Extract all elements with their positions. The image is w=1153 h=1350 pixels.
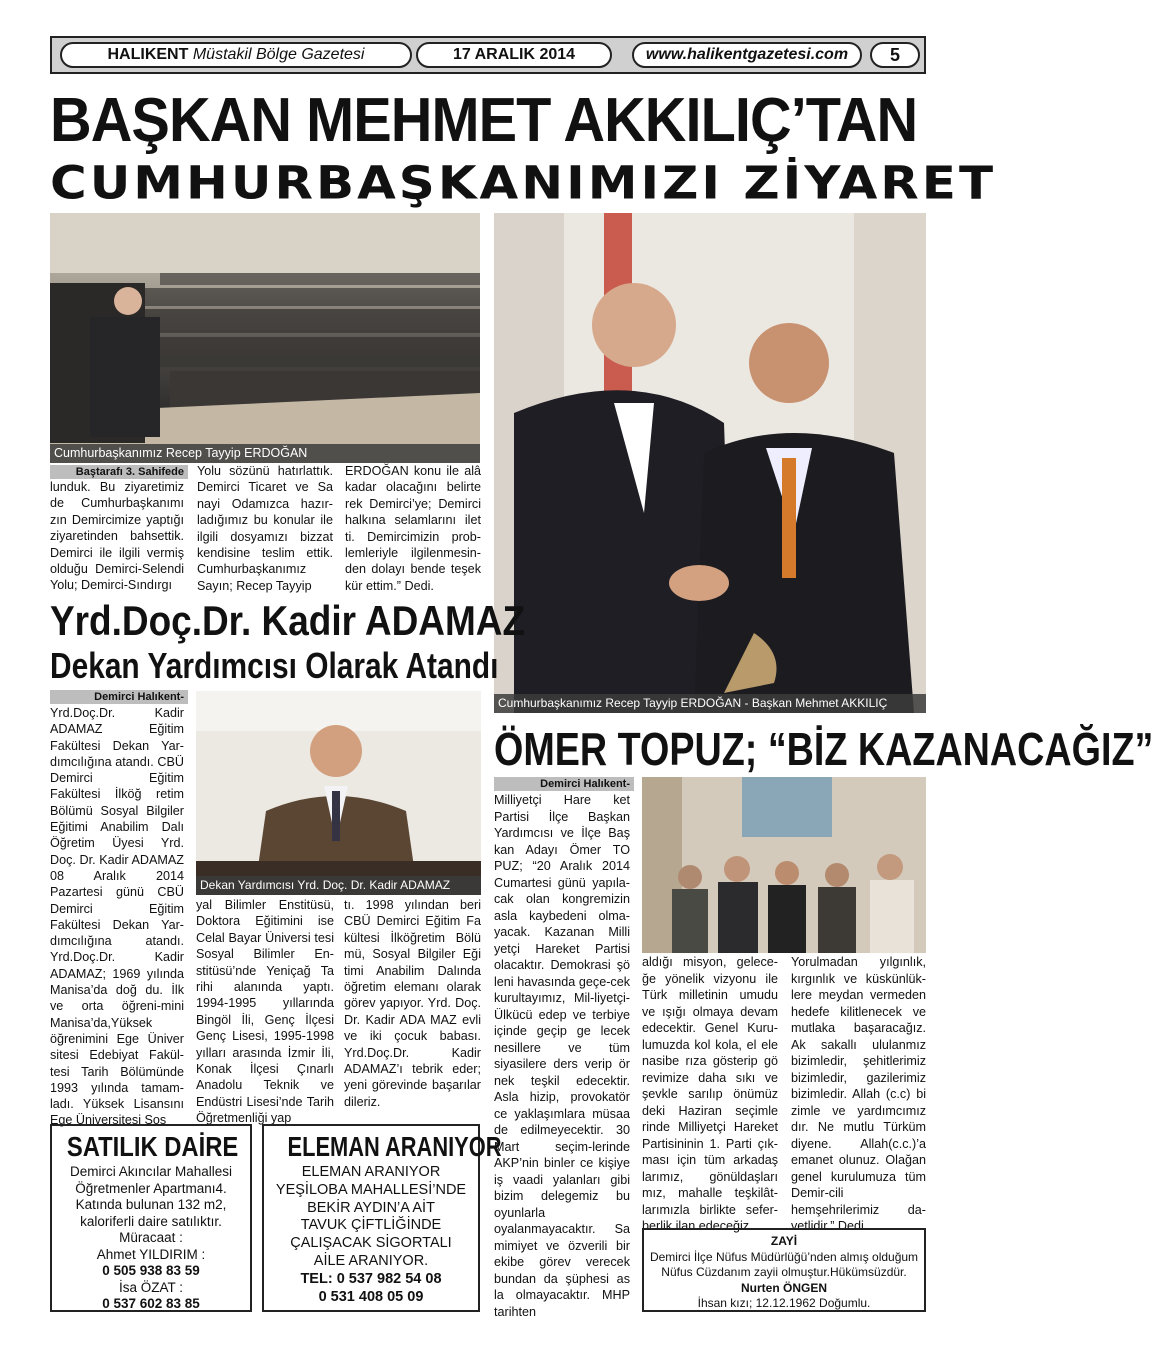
continued-tag: Baştarafı 3. Sahifede bbox=[50, 465, 188, 479]
assembly-photo-caption: Cumhurbaşkanımız Recep Tayyip ERDOĞAN bbox=[50, 444, 480, 463]
adamaz-headline: Yrd.Doç.Dr. Kadir ADAMAZ bbox=[50, 597, 526, 644]
paper-name: HALIKENT bbox=[107, 46, 189, 63]
ad-eleman-araniyor bbox=[262, 1124, 502, 1312]
adamaz-source-tag: Demirci Halıkent- bbox=[50, 690, 188, 704]
adamaz-photo bbox=[196, 691, 481, 895]
ad-zayi-name: Nurten ÖNGEN bbox=[740, 1280, 827, 1295]
website-link[interactable]: www.halikentgazetesi.com bbox=[632, 42, 862, 68]
topuz-col-3: Yorulmadan yılgınlık, kırgınlık ve küskünlük-lere meydan vermeden hedefe kilitlenecek ve mutlaka başaracağız. Ak sakallı ululanmız bizimledir, şehitlerimiz bizimledir, gazilerimiz bizimledir. Allah (c.c) bi zimle ve yardımcımız dır. Ne mutlu Türküm diyene. Allah(c.c.)’a emanet olunuz. Olağan genel kurulumuza tüm Demir-cili hemşehrilerimiz da-vetlidir.” Dedi. bbox=[791, 955, 926, 1233]
assembly-photo-graphic bbox=[50, 213, 480, 463]
adamaz-photo-caption: Dekan Yardımcısı Yrd. Doç. Dr. Kadir ADAMAZ bbox=[196, 876, 481, 895]
topuz-col-2: aldığı misyon, gelece-ğe yönelik vizyonu ile Türk milletinin umudu ve ışığı olmaya devam edecektir. Genel Kuru-lumuzda kol kola, el ele nasibe rıza gösterip gö revimize daha sıkı ve şevkle sarılıp önümüz deki Haziran seçimle rinde Milliyetçi Hareket Partisininin 1. Parti çık-ması için tüm arkadaş larımız, gönüldaşları mız, mahalle teşkilât-larımızla birlikte sefer-berlik ilan edeceğiz. bbox=[642, 955, 778, 1233]
ad-satilik-line: İsa ÖZAT : bbox=[118, 1279, 183, 1295]
main-story-col-1: lunduk. Bu ziyaretimiz de Cumhurbaşkanımı zın Demircimize yaptığı ziyaretinden bahsettik. Demirci ile ilgili vermiş olduğu Demirci-Selendi Yolu; Demirci-Sındırgı bbox=[50, 480, 184, 593]
main-story-col-3: ERDOĞAN konu ile alâ kadar olacağını belirte rek Demirci’ye; Demirci halkına selamlarını ilet ti. Demircimizin prob-lemleriyle ilgilenmesin-den dolayı bende teşek kür ettim.” Dedi. bbox=[345, 464, 481, 593]
ad-satilik-line: kaloriferli daire satılıktır. bbox=[80, 1213, 222, 1229]
ad-eleman-phone: TEL: 0 537 982 54 08 bbox=[300, 1270, 442, 1287]
ad-eleman-title: ELEMAN ARANIYOR bbox=[287, 1131, 502, 1162]
ad-satilik-phone: 0 505 938 83 59 bbox=[102, 1263, 200, 1278]
ad-eleman-line: TAVUK ÇİFTLİĞİNDE bbox=[300, 1217, 442, 1234]
topuz-photo bbox=[642, 777, 926, 953]
handshake-photo-caption: Cumhurbaşkanımız Recep Tayyip ERDOĞAN - Başkan Mehmet AKKILIÇ bbox=[494, 694, 926, 713]
ad-zayi bbox=[642, 1228, 926, 1312]
ad-satilik-line: Demirci Akıncılar Mahallesi bbox=[69, 1164, 233, 1179]
ad-satilik-line: Müracaat : bbox=[119, 1230, 183, 1245]
adamaz-subheadline: Dekan Yardımcısı Olarak Atandı bbox=[50, 645, 499, 686]
ad-eleman-line: YEŞİLOBA MAHALLESİ’NDE bbox=[275, 1181, 467, 1198]
adamaz-col-2: yal Bilimler Enstitüsü, Doktora Eğitimini ise Celal Bayar Üniversi tesi Sosyal Bilimler En-stitüsü’nde Yeniçağ Ta rihi alanında yaptı. 1994-1995 yıllarında Bingöl İli, Genç İlçesi Genç Lisesi, 1995-1998 yılları arasında İzmir İli, Konak İlçesi Çınarlı Anadolu Teknik ve Endüstri Lisesi’nde Tarih Öğretmenliği yap bbox=[196, 898, 334, 1126]
main-subheadline: CUMHURBAŞKANIMIZI ZİYARET bbox=[50, 157, 997, 210]
ad-eleman-phone: 0 531 408 05 09 bbox=[318, 1288, 424, 1305]
paper-name-pill bbox=[60, 42, 412, 68]
paper-subtitle: Müstakil Bölge Gazetesi bbox=[192, 46, 365, 63]
ad-eleman-line: ÇALIŞACAK SİGORTALI bbox=[290, 1235, 452, 1252]
ad-satilik-line: Öğretmenler Apartmanı4. bbox=[75, 1180, 227, 1196]
masthead-bar bbox=[50, 36, 926, 74]
page-number: 5 bbox=[870, 42, 920, 68]
ad-zayi-title: ZAYİ bbox=[770, 1234, 798, 1248]
ad-satilik-line: Katında bulunan 132 m2, bbox=[75, 1197, 227, 1212]
main-headline: BAŞKAN MEHMET AKKILIÇ’TAN bbox=[50, 86, 918, 155]
main-story-col-2: Yolu sözünü hatırlattık. Demirci Ticaret ve Sa nayi Odamızca hazır-ladığımız bu konular ile ilgili dosyamızı bizzat kendisine teslim ettik. Cumhurbaşkanımız Sayın; Recep Tayyip bbox=[197, 464, 333, 593]
ad-satilik-line: Ahmet YILDIRIM : bbox=[96, 1246, 206, 1262]
handshake-photo bbox=[494, 213, 926, 713]
adamaz-photo-graphic bbox=[196, 691, 481, 895]
topuz-source-tag: Demirci Halıkent- bbox=[494, 777, 634, 791]
ad-satilik-title: SATILIK DAİRE bbox=[66, 1131, 239, 1162]
issue-date: 17 ARALIK 2014 bbox=[416, 42, 612, 68]
ad-satilik-daire bbox=[50, 1124, 252, 1312]
ad-zayi-line: Demirci İlçe Nüfus Müdürlüğü’nden almış olduğum bbox=[649, 1249, 919, 1264]
ad-eleman-line: ELEMAN ARANIYOR bbox=[301, 1164, 441, 1180]
adamaz-col-1: Yrd.Doç.Dr. Kadir ADAMAZ Eğitim Fakültesi Dekan Yar-dımcılığına atandı. CBÜ Demirci Eğitim Fakültesi İlköğ retim Bölümü Sosyal Bilgiler Eğitimi Anabilim Dalı Öğretim Üyesi Yrd. Doç. Dr. Kadir ADAMAZ 08 Aralık 2014 Pazartesi günü CBÜ Demirci Eğitim Fakültesi Dekan Yar-dımcılığına atandı. Yrd.Doç.Dr. Kadir ADAMAZ; 1969 yılında Manisa’da doğ du. İlk ve orta öğreni-mini Manisa’da,Yüksek öğrenimini Ege Üniver sitesi Edebiyat Fakül-tesi Tarih Bölümünde 1993 yılında tamam-ladı. Yüksek Lisansını Ege Üniversitesi Sos bbox=[50, 706, 184, 1128]
handshake-photo-graphic bbox=[494, 213, 926, 713]
ad-eleman-line: BEKİR AYDIN’A AİT bbox=[307, 1199, 435, 1216]
topuz-headline: ÖMER TOPUZ; “BİZ KAZANACAĞIZ” bbox=[494, 723, 1153, 775]
ad-zayi-line: Nüfus Cüzdanım zayii olmuştur.Hükümsüzdür. bbox=[661, 1265, 907, 1279]
ad-zayi-line: İhsan kızı; 12.12.1962 Doğumlu. bbox=[697, 1296, 871, 1310]
ad-satilik-phone: 0 537 602 83 85 bbox=[102, 1296, 200, 1311]
topuz-col-1: Milliyetçi Hare ket Partisi İlçe Başkan Yardımcısı ve İlçe Baş kan Adayı Ömer TO PUZ; “20 Aralık 2014 Cumartesi günü yapıla-cak olan kongremizin asla kaybedeni olma-yacak. Kazanan Milli yetçi Hareket Partisi olacaktır. Demokrasi şö leni havasında geçe-cek kurultayımız, Mil-liyetçi-Ülkücü edep ve terbiye içinde geçip ge lecek nesillere ve tüm siyasilere ders verip ör nek teşkil edecektir. Asla hizip, provokatör ce yaklaşımlara müsaa de edilmeyecektir. 30 Mart seçim-lerinde AKP’nin binler ce kişiye iş vaadi yalanları gibi bizim delegemiz bu oyunlarla oyalanmayacaktır. Sa mimiyet ve özverili bir ekibe görev verecek bundan da şüphesi as la olmayacaktır. MHP tarihten bbox=[494, 793, 630, 1319]
assembly-photo bbox=[50, 213, 480, 463]
adamaz-col-3: tı. 1998 yılından beri CBÜ Demirci Eğitim Fa kültesi İlköğretim Bölü mü, Sosyal Bilgiler Eği timi Anabilim Dalında öğretim elemanı olarak görev yapıyor. Yrd. Doç. Dr. Kadir ADA MAZ evli ve iki çocuk babası. Yrd.Doç.Dr. Kadir ADAMAZ’ı tebrik eder; yeni görevinde başarılar dileriz. bbox=[344, 898, 481, 1109]
ad-eleman-line: AİLE ARANIYOR. bbox=[313, 1252, 429, 1269]
topuz-photo-graphic bbox=[642, 777, 926, 953]
